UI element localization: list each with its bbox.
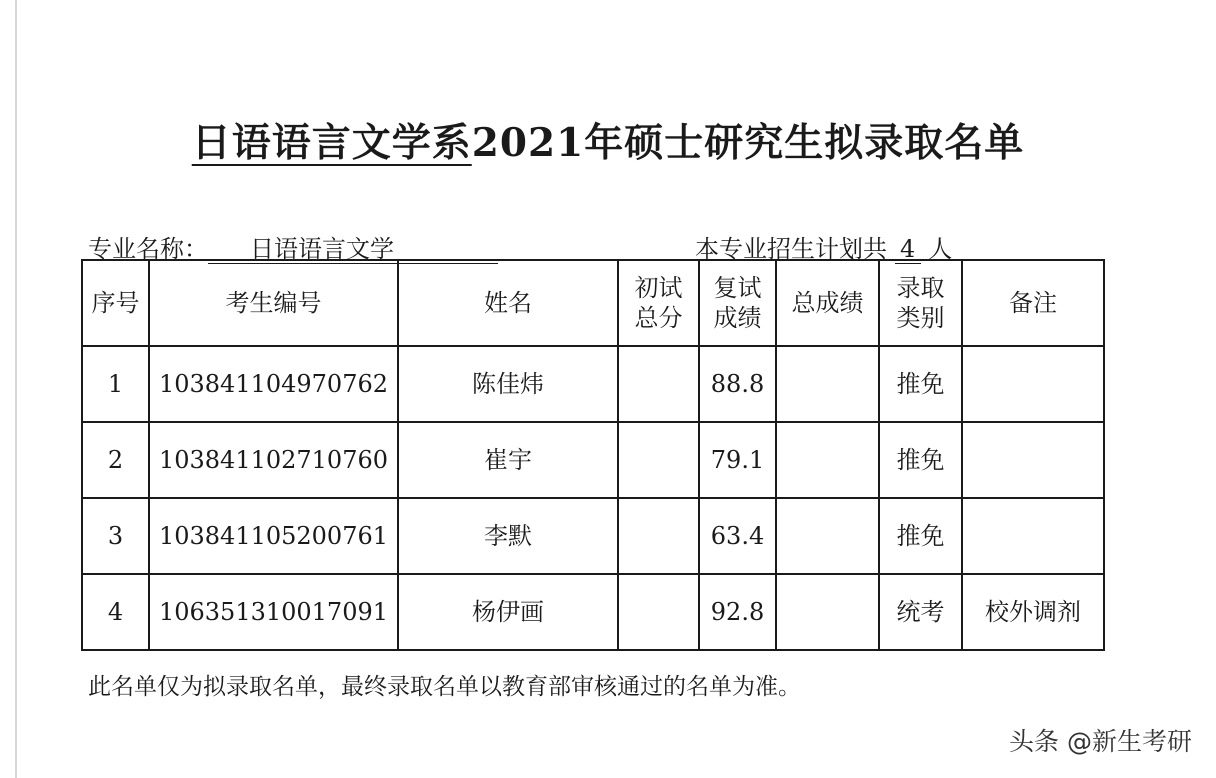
table-row xyxy=(82,574,1104,650)
header-remark: 备注 xyxy=(962,260,1104,346)
header-seq: 序号 xyxy=(82,260,149,346)
footnote: 此名单仅为拟录取名单，最终录取名单以教育部审核通过的名单为准。 xyxy=(88,674,801,700)
cell-initial-score xyxy=(618,498,699,574)
cell-seq: 4 xyxy=(82,574,149,650)
cell-admission-type: 推免 xyxy=(879,498,962,574)
major-label: 专业名称： xyxy=(88,235,208,263)
cell-total-score xyxy=(776,346,879,422)
header-admission-type-line1: 录取 xyxy=(896,274,945,302)
cell-retest-score: 63.4 xyxy=(699,498,776,574)
cell-total-score xyxy=(776,574,879,650)
cell-exam-id: 106351310017091 xyxy=(149,574,398,650)
header-row xyxy=(82,260,1104,346)
cell-admission-type: 统考 xyxy=(879,574,962,650)
cell-seq: 3 xyxy=(82,498,149,574)
cell-initial-score xyxy=(618,574,699,650)
document-title xyxy=(0,112,1216,168)
cell-initial-score xyxy=(618,422,699,498)
header-initial-score-line2: 总分 xyxy=(634,304,683,332)
cell-name: 崔宇 xyxy=(398,422,618,498)
table-row xyxy=(82,422,1104,498)
cell-remark xyxy=(962,422,1104,498)
header-total-score: 总成绩 xyxy=(776,260,879,346)
cell-remark xyxy=(962,346,1104,422)
header-name: 姓名 xyxy=(398,260,618,346)
cell-remark xyxy=(962,498,1104,574)
cell-exam-id: 103841102710760 xyxy=(149,422,398,498)
cell-name: 杨伊画 xyxy=(398,574,618,650)
title-rest: 2021年硕士研究生拟录取名单 xyxy=(471,120,1025,166)
cell-total-score xyxy=(776,422,879,498)
cell-remark: 校外调剂 xyxy=(962,574,1104,650)
table-row xyxy=(82,498,1104,574)
admission-table xyxy=(81,259,1105,651)
cell-seq: 1 xyxy=(82,346,149,422)
cell-exam-id: 103841105200761 xyxy=(149,498,398,574)
header-initial-score xyxy=(618,260,699,346)
quota-suffix: 人 xyxy=(928,235,953,263)
cell-retest-score: 79.1 xyxy=(699,422,776,498)
cell-admission-type: 推免 xyxy=(879,346,962,422)
cell-seq: 2 xyxy=(82,422,149,498)
quota-value: 4 xyxy=(895,235,921,264)
header-initial-score-line1: 初试 xyxy=(634,274,683,302)
cell-initial-score xyxy=(618,346,699,422)
header-admission-type xyxy=(879,260,962,346)
cell-retest-score: 88.8 xyxy=(699,346,776,422)
cell-admission-type: 推免 xyxy=(879,422,962,498)
cell-name: 李默 xyxy=(398,498,618,574)
title-department: 日语语言文学系 xyxy=(191,120,472,166)
header-admission-type-line2: 类别 xyxy=(896,304,945,332)
major-value: 日语语言文学 xyxy=(208,235,498,264)
header-exam-id: 考生编号 xyxy=(149,260,398,346)
cell-exam-id: 103841104970762 xyxy=(149,346,398,422)
table-row xyxy=(82,346,1104,422)
header-retest-score-line1: 复试 xyxy=(713,274,762,302)
cell-name: 陈佳炜 xyxy=(398,346,618,422)
header-retest-score xyxy=(699,260,776,346)
cell-retest-score: 92.8 xyxy=(699,574,776,650)
cell-total-score xyxy=(776,498,879,574)
watermark: 头条 @新生考研 xyxy=(1009,727,1192,756)
quota-prefix: 本专业招生计划共 xyxy=(695,235,887,263)
header-retest-score-line2: 成绩 xyxy=(713,304,762,332)
